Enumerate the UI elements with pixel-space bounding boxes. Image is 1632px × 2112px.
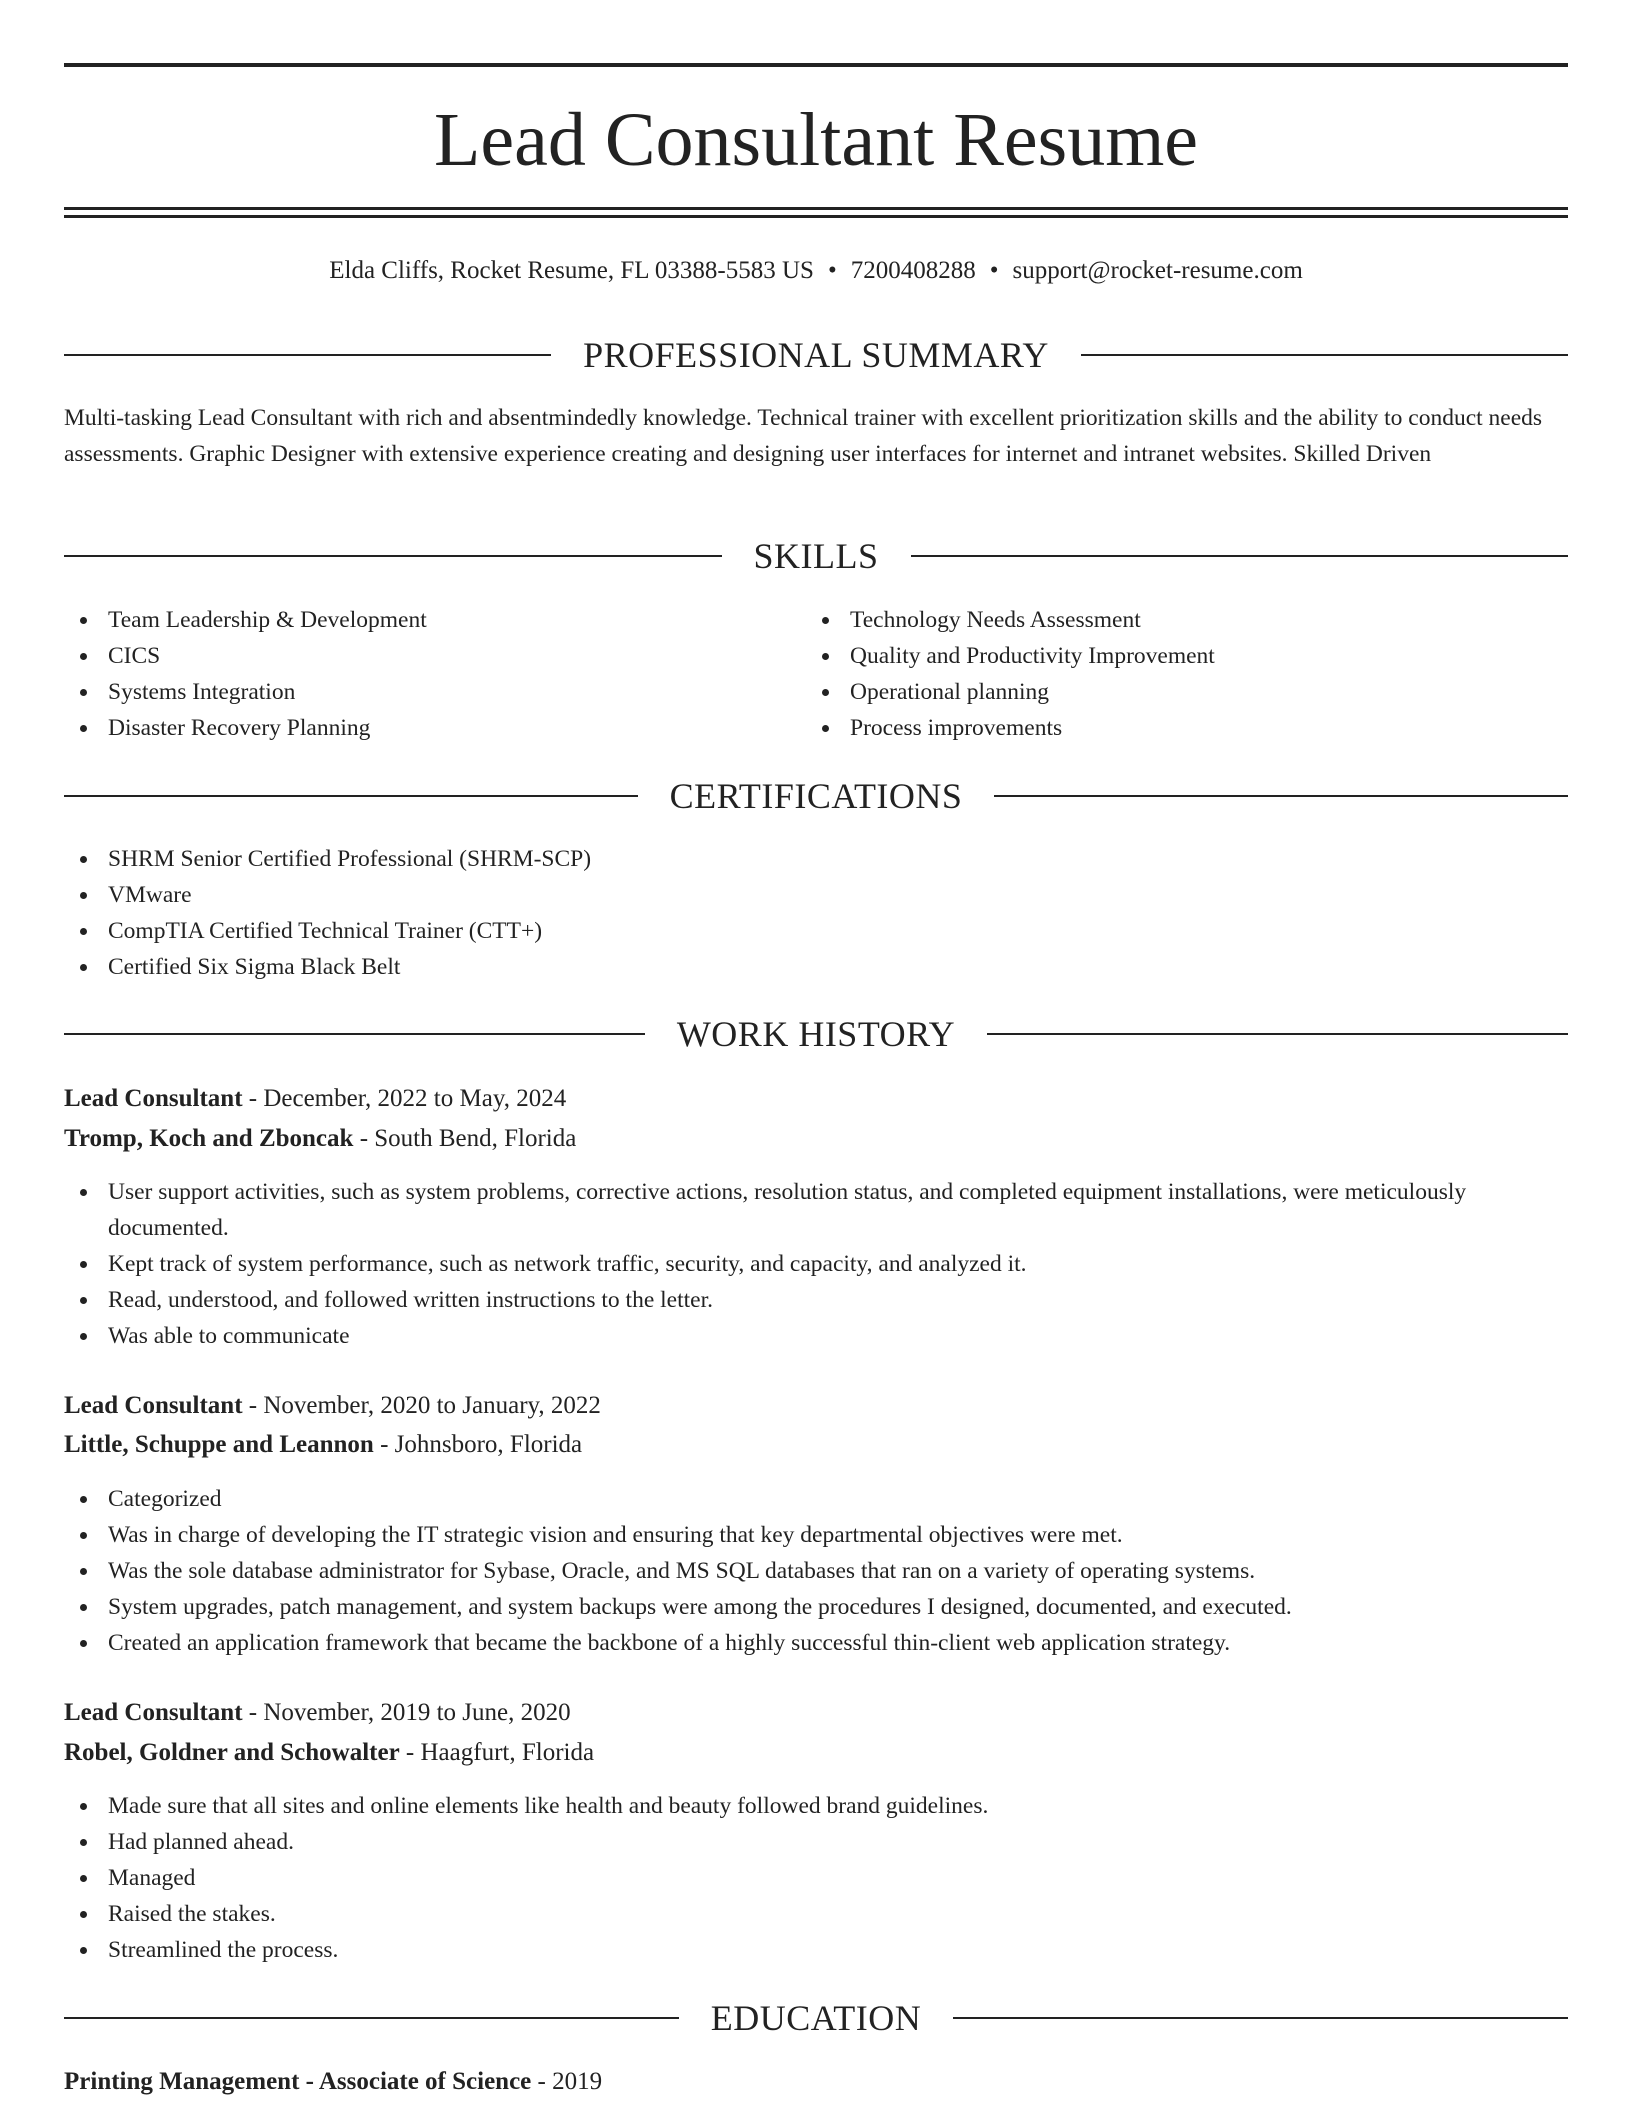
heading-rule [64, 1033, 645, 1035]
job-bullet: Was the sole database administrator for Sybase, Oracle, and MS SQL databases that ran on a variety of operating systems. [64, 1553, 1568, 1589]
contact-separator: • [827, 257, 837, 284]
job-bullets [64, 1788, 1568, 1968]
job-bullet: Was in charge of developing the IT strategic vision and ensuring that key departmental objectives were met. [64, 1517, 1568, 1553]
heading-rule [64, 354, 551, 356]
title-rule-upper [64, 207, 1568, 210]
skill-item: Operational planning [806, 674, 1566, 710]
skill-item: Technology Needs Assessment [806, 602, 1566, 638]
skill-item: CICS [64, 638, 804, 674]
job-bullet: Kept track of system performance, such as network traffic, security, and capacity, and analyzed it. [64, 1246, 1568, 1282]
skill-item: Quality and Productivity Improvement [806, 638, 1566, 674]
job-bullet: User support activities, such as system problems, corrective actions, resolution status, and completed equipment installations, were meticulously documented. [64, 1174, 1568, 1246]
job-bullets [64, 1481, 1568, 1661]
skill-item: Team Leadership & Development [64, 602, 804, 638]
heading-rule [64, 555, 722, 557]
job-bullet: Managed [64, 1860, 1568, 1896]
certifications-list [64, 841, 1568, 985]
top-rule [64, 63, 1568, 67]
section-heading-certifications [64, 774, 1568, 818]
contact-separator: • [989, 257, 999, 284]
job-company-line [64, 1735, 1568, 1771]
contact-phone: 7200408288 [850, 257, 976, 284]
certification-item: CompTIA Certified Technical Trainer (CTT+) [64, 913, 1568, 949]
job-bullets [64, 1174, 1568, 1354]
job-bullet: Made sure that all sites and online elements like health and beauty followed brand guidelines. [64, 1788, 1568, 1824]
summary-text: Multi-tasking Lead Consultant with rich and absentmindedly knowledge. Technical trainer with excellent prioritization skills and the ability to conduct needs assessments. Graphic Designer with extensive experience creating and designing user interfaces for internet and intranet websites. Skilled Driven [64, 405, 1543, 467]
job-company: Little, Schuppe and Leannon [64, 1431, 374, 1458]
job-company: Tromp, Koch and Zboncak [64, 1125, 354, 1152]
job-bullet: Raised the stakes. [64, 1896, 1568, 1932]
title-rule-lower [64, 215, 1568, 218]
job-title: Lead Consultant [64, 1085, 243, 1112]
certification-item: SHRM Senior Certified Professional (SHRM-SCP) [64, 841, 1568, 877]
section-heading-summary [64, 333, 1568, 377]
job-title: Lead Consultant [64, 1392, 243, 1419]
job-company: Robel, Goldner and Schowalter [64, 1739, 400, 1766]
job-dates: - November, 2020 to January, 2022 [242, 1392, 601, 1419]
section-title: SKILLS [753, 536, 879, 576]
job-bullet: Read, understood, and followed written instructions to the letter. [64, 1282, 1568, 1318]
contact-line [64, 254, 1568, 288]
section-heading-skills [64, 534, 1568, 578]
skill-item: Disaster Recovery Planning [64, 710, 804, 746]
resume-title: Lead Consultant Resume [433, 98, 1199, 182]
job-title-line [64, 1695, 1568, 1731]
job-title-line [64, 1081, 1568, 1117]
job-bullet: System upgrades, patch management, and system backups were among the procedures I designed, documented, and executed. [64, 1589, 1568, 1625]
education-line [64, 2064, 1568, 2100]
job-location: - Johnsboro, Florida [373, 1431, 583, 1458]
section-heading-work-history [64, 1012, 1568, 1056]
certification-item: Certified Six Sigma Black Belt [64, 949, 1568, 985]
job-bullet: Had planned ahead. [64, 1824, 1568, 1860]
job-bullet: Categorized [64, 1481, 1568, 1517]
section-heading-education [64, 1996, 1568, 2040]
job-title-line [64, 1388, 1568, 1424]
certification-item: VMware [64, 877, 1568, 913]
section-title: WORK HISTORY [676, 1014, 956, 1054]
skills-list-left [64, 602, 804, 746]
section-title: CERTIFICATIONS [669, 776, 963, 816]
contact-email: support@rocket-resume.com [1012, 257, 1303, 284]
job-dates: - November, 2019 to June, 2020 [242, 1699, 571, 1726]
heading-rule [64, 795, 638, 797]
skill-item: Process improvements [806, 710, 1566, 746]
heading-rule [953, 2017, 1568, 2019]
section-title: EDUCATION [710, 1998, 922, 2038]
job-dates: - December, 2022 to May, 2024 [242, 1085, 567, 1112]
heading-rule [994, 795, 1568, 797]
job-company-line [64, 1121, 1568, 1157]
job-company-line [64, 1427, 1568, 1463]
heading-rule [911, 555, 1569, 557]
job-bullet: Was able to communicate [64, 1318, 1568, 1354]
job-bullet: Streamlined the process. [64, 1932, 1568, 1968]
job-location: - South Bend, Florida [353, 1125, 577, 1152]
education-year: - 2019 [531, 2068, 603, 2095]
contact-address: Elda Cliffs, Rocket Resume, FL 03388-5583 US [329, 257, 814, 284]
heading-rule [987, 1033, 1568, 1035]
heading-rule [1081, 354, 1568, 356]
education-degree: Printing Management - Associate of Science [64, 2068, 532, 2095]
job-location: - Haagfurt, Florida [399, 1739, 595, 1766]
skill-item: Systems Integration [64, 674, 804, 710]
job-title: Lead Consultant [64, 1699, 243, 1726]
job-bullet: Created an application framework that became the backbone of a highly successful thin-client web application strategy. [64, 1625, 1568, 1661]
section-title: PROFESSIONAL SUMMARY [583, 335, 1049, 375]
heading-rule [64, 2017, 679, 2019]
skills-list-right [806, 602, 1566, 746]
